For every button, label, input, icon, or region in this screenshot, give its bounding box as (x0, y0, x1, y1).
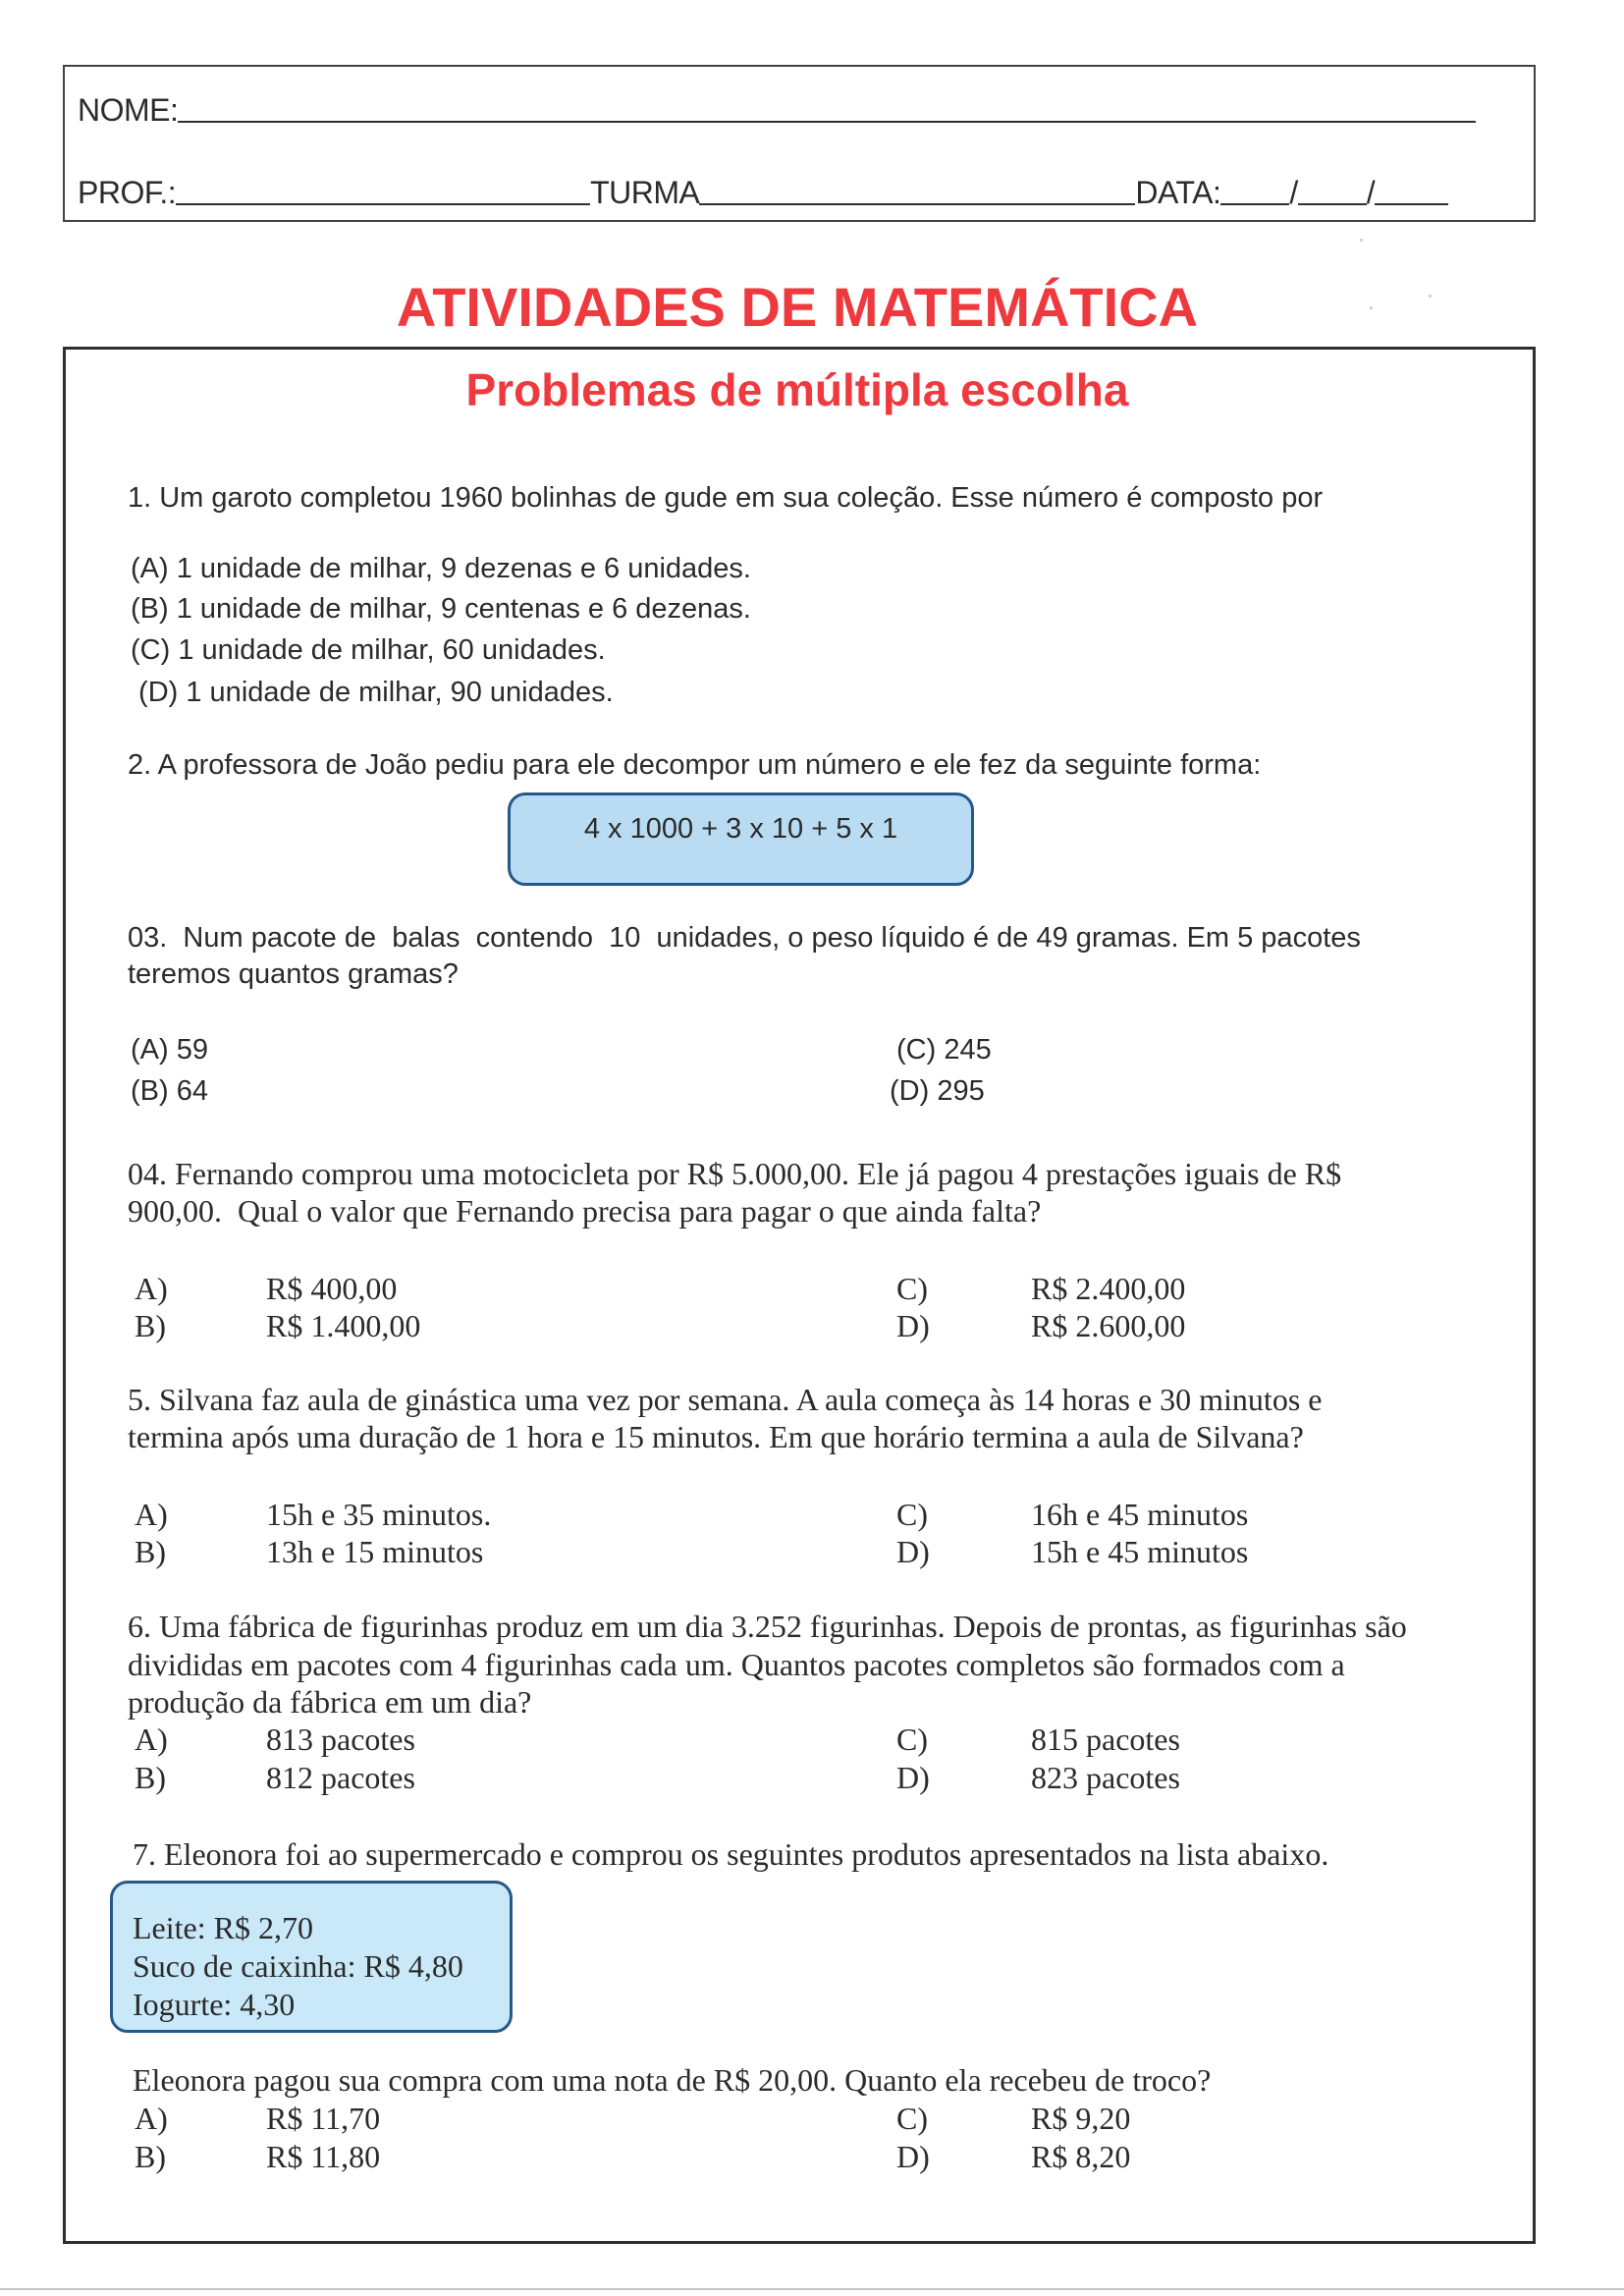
option-value: 245 (944, 1034, 992, 1066)
option-letter: C) (896, 1497, 928, 1532)
option-value: 59 (176, 1034, 208, 1066)
option-value: 813 pacotes (266, 1722, 415, 1757)
option-value: 812 pacotes (266, 1760, 415, 1795)
option-value: R$ 8,20 (1031, 2139, 1131, 2174)
shopping-list-item: Suco de caixinha: R$ 4,80 (133, 1948, 463, 1984)
question-4-option-d[interactable] (896, 1307, 1185, 1344)
question-4-option-a[interactable] (135, 1270, 397, 1307)
option-letter: C) (896, 2101, 928, 2136)
date-year-field[interactable] (1375, 178, 1448, 205)
question-7-option-b[interactable] (135, 2138, 380, 2175)
question-3-option-b[interactable] (131, 1072, 208, 1110)
formula-text: 4 x 1000 + 3 x 10 + 5 x 1 (583, 813, 898, 845)
option-value: 15h e 35 minutos. (266, 1497, 492, 1532)
question-3-option-a[interactable] (131, 1031, 208, 1068)
option-letter: D) (896, 1760, 930, 1795)
question-7-text: 7. Eleonora foi ao supermercado e comprou os seguintes produtos apresentados na lista abaixo. (133, 1836, 1329, 1872)
question-3-option-d[interactable] (890, 1072, 985, 1110)
option-letter: D) (896, 1534, 930, 1569)
page-subtitle: Problemas de múltipla escolha (465, 364, 1129, 415)
question-1-text: 1. Um garoto completou 1960 bolinhas de gude em sua coleção. Esse número é composto por (128, 482, 1324, 514)
option-letter: B) (135, 1534, 166, 1569)
option-letter: D) (896, 1308, 930, 1343)
scan-speck (1370, 306, 1373, 309)
prof-field[interactable] (176, 178, 590, 205)
option-value: 823 pacotes (1031, 1760, 1180, 1795)
name-field[interactable] (178, 95, 1476, 123)
question-7-option-d[interactable] (896, 2138, 1130, 2175)
date-separator: / (1366, 175, 1376, 210)
option-value: R$ 9,20 (1031, 2101, 1131, 2136)
prof-label: PROF.: (78, 175, 177, 210)
option-letter: A) (135, 1722, 168, 1757)
question-6-option-c[interactable] (896, 1721, 1180, 1758)
question-6-text-line-3: produção da fábrica em um dia? (128, 1684, 532, 1720)
date-month-field[interactable] (1298, 178, 1367, 205)
question-3-text-line-2: teremos quantos gramas? (128, 958, 459, 990)
option-value: R$ 11,80 (266, 2139, 381, 2174)
question-1-option-a[interactable]: (A) 1 unidade de milhar, 9 dezenas e 6 unidades. (131, 553, 751, 584)
option-value: 16h e 45 minutos (1031, 1497, 1249, 1532)
date-separator: / (1289, 175, 1298, 210)
turma-label: TURMA (590, 175, 700, 210)
question-5-text-line-2: termina após uma duração de 1 hora e 15 minutos. Em que horário termina a aula de Silvana? (128, 1419, 1304, 1454)
option-letter: B) (135, 1760, 166, 1795)
option-letter: A) (135, 1497, 168, 1532)
question-3-text-line-1: 03. Num pacote de balas contendo 10 unidades, o peso líquido é de 49 gramas. Em 5 pacotes (128, 922, 1361, 954)
option-letter: D) (896, 2139, 930, 2174)
option-letter: B) (135, 2139, 166, 2174)
date-day-field[interactable] (1220, 178, 1289, 205)
option-value: 295 (937, 1075, 985, 1107)
option-value: 815 pacotes (1031, 1722, 1180, 1757)
option-value: 64 (176, 1075, 208, 1107)
question-5-option-a[interactable] (135, 1496, 491, 1533)
question-1-option-c[interactable]: (C) 1 unidade de milhar, 60 unidades. (131, 634, 606, 666)
name-label: NOME: (78, 92, 179, 128)
question-5-option-d[interactable] (896, 1533, 1248, 1570)
option-letter: C) (896, 1271, 928, 1306)
option-value: R$ 2.600,00 (1031, 1308, 1186, 1343)
shopping-list-item: Leite: R$ 2,70 (133, 1910, 313, 1945)
shopping-list-item: Iogurte: 4,30 (133, 1987, 296, 2022)
info-row (78, 177, 1448, 208)
question-6-option-b[interactable] (135, 1759, 415, 1796)
question-5-option-b[interactable] (135, 1533, 483, 1570)
question-7-option-c[interactable] (896, 2100, 1130, 2137)
option-letter: (C) (896, 1034, 937, 1066)
option-letter: (D) (890, 1075, 930, 1107)
option-value: R$ 2.400,00 (1031, 1271, 1186, 1306)
question-4-option-c[interactable] (896, 1270, 1185, 1307)
scan-speck (1429, 295, 1432, 298)
question-5-option-c[interactable] (896, 1496, 1248, 1533)
name-row (78, 94, 1476, 126)
question-4-text-line-1: 04. Fernando comprou uma motocicleta por R$ 5.000,00. Ele já pagou 4 prestações iguais de R$ (128, 1156, 1342, 1191)
question-3-option-c[interactable] (896, 1031, 992, 1068)
scan-edge-line (0, 2288, 1624, 2290)
question-2-text: 2. A professora de João pediu para ele decompor um número e ele fez da seguinte forma: (128, 749, 1262, 781)
question-6-text-line-2: divididas em pacotes com 4 figurinhas cada um. Quantos pacotes completos são formados com a (128, 1647, 1345, 1682)
option-value: R$ 1.400,00 (266, 1308, 421, 1343)
question-1-option-b[interactable]: (B) 1 unidade de milhar, 9 centenas e 6 dezenas. (131, 593, 751, 625)
question-7-followup: Eleonora pagou sua compra com uma nota de R$ 20,00. Quanto ela recebeu de troco? (133, 2062, 1212, 2098)
question-5-text-line-1: 5. Silvana faz aula de ginástica uma vez por semana. A aula começa às 14 horas e 30 minutos e (128, 1382, 1323, 1417)
option-letter: A) (135, 2101, 168, 2136)
data-label: DATA: (1135, 175, 1221, 210)
option-letter: C) (896, 1722, 928, 1757)
option-letter: (B) (131, 1075, 169, 1107)
option-letter: A) (135, 1271, 168, 1306)
option-value: 15h e 45 minutos (1031, 1534, 1249, 1569)
question-6-text-line-1: 6. Uma fábrica de figurinhas produz em um dia 3.252 figurinhas. Depois de prontas, as figurinhas são (128, 1609, 1407, 1644)
question-4-text-line-2: 900,00. Qual o valor que Fernando precisa para pagar o que ainda falta? (128, 1193, 1042, 1229)
option-letter: B) (135, 1308, 166, 1343)
turma-field[interactable] (699, 178, 1135, 205)
question-4-option-b[interactable] (135, 1307, 420, 1344)
question-1-option-d[interactable]: (D) 1 unidade de milhar, 90 unidades. (131, 677, 614, 708)
question-6-option-a[interactable] (135, 1721, 415, 1758)
option-value: 13h e 15 minutos (266, 1534, 484, 1569)
option-value: R$ 11,70 (266, 2101, 381, 2136)
question-6-option-d[interactable] (896, 1759, 1180, 1796)
question-7-option-a[interactable] (135, 2100, 380, 2137)
option-letter: (A) (131, 1034, 169, 1066)
page-title: ATIVIDADES DE MATEMÁTICA (396, 276, 1199, 338)
scan-speck (1360, 239, 1363, 242)
option-value: R$ 400,00 (266, 1271, 398, 1306)
